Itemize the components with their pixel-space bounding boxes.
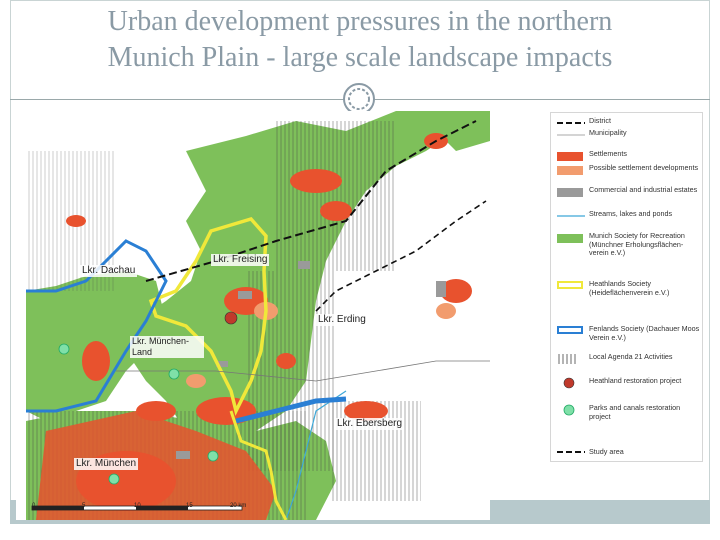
streams-line-icon: [557, 210, 585, 222]
left-border: [10, 100, 11, 500]
hatch-icon: [557, 353, 585, 365]
recreation-swatch-icon: [557, 234, 583, 243]
legend-label: Study area: [589, 447, 624, 456]
legend-label: Settlements: [589, 149, 627, 158]
commercial-swatch-icon: [557, 188, 583, 197]
legend-label: Municipality: [589, 128, 627, 137]
scale-label: 5: [82, 503, 86, 509]
legend-label: Munich Society for Recreation (Münchner Erholungsflächen-verein e.V.): [589, 231, 685, 258]
district-label-dachau: Lkr. Dachau: [82, 265, 136, 276]
right-border: [709, 100, 710, 500]
fenlands-outline-icon: [557, 326, 583, 334]
green-dot-icon: [557, 404, 585, 416]
legend-label: Heathland restoration project: [589, 376, 682, 385]
legend-label: Commercial and industrial estates: [589, 185, 698, 194]
legend-label: Parks and canals restoration project: [589, 403, 681, 421]
legend-label: District: [589, 116, 611, 125]
settlements-swatch-icon: [557, 152, 583, 161]
district-label-muenchen: Lkr. München: [76, 458, 137, 469]
map-legend: [550, 112, 703, 462]
scale-label: 0: [32, 503, 36, 509]
study-area-line-icon: [557, 446, 585, 458]
legend-label: Local Agenda 21 Activities: [589, 352, 673, 361]
scale-label: 15: [186, 503, 193, 509]
heathland-restoration-point: [225, 312, 237, 324]
title-line-1: Urban development pressures in the northern: [107, 6, 613, 37]
slide-title: [0, 4, 720, 76]
district-label-muenchen-land: Lkr. München-Land: [130, 336, 204, 358]
legend-label: Possible settlement developments: [589, 163, 699, 172]
legend-label: Heathlands Society (Heideflächenverein e.V.): [589, 279, 670, 297]
scale-label: 10: [134, 503, 141, 509]
district-label-freising: Lkr. Freising: [213, 254, 268, 265]
red-dot-icon: [557, 377, 585, 389]
municipality-boundary-icon: [557, 129, 585, 141]
district-boundary-icon: [557, 117, 585, 129]
district-label-erding: Lkr. Erding: [318, 314, 366, 325]
title-line-2: Munich Plain - large scale landscape impacts: [107, 42, 613, 73]
district-label-ebersberg: Lkr. Ebersberg: [337, 418, 403, 429]
legend-label: Fenlands Society (Dachauer Moos Verein e.V.): [589, 324, 700, 342]
scale-label: 20 km: [230, 503, 247, 509]
agenda21-hatch-north: [276, 121, 396, 271]
possible-settlement-swatch-icon: [557, 166, 583, 175]
heathlands-outline-icon: [557, 281, 583, 289]
legend-label: Streams, lakes and ponds: [589, 209, 673, 218]
